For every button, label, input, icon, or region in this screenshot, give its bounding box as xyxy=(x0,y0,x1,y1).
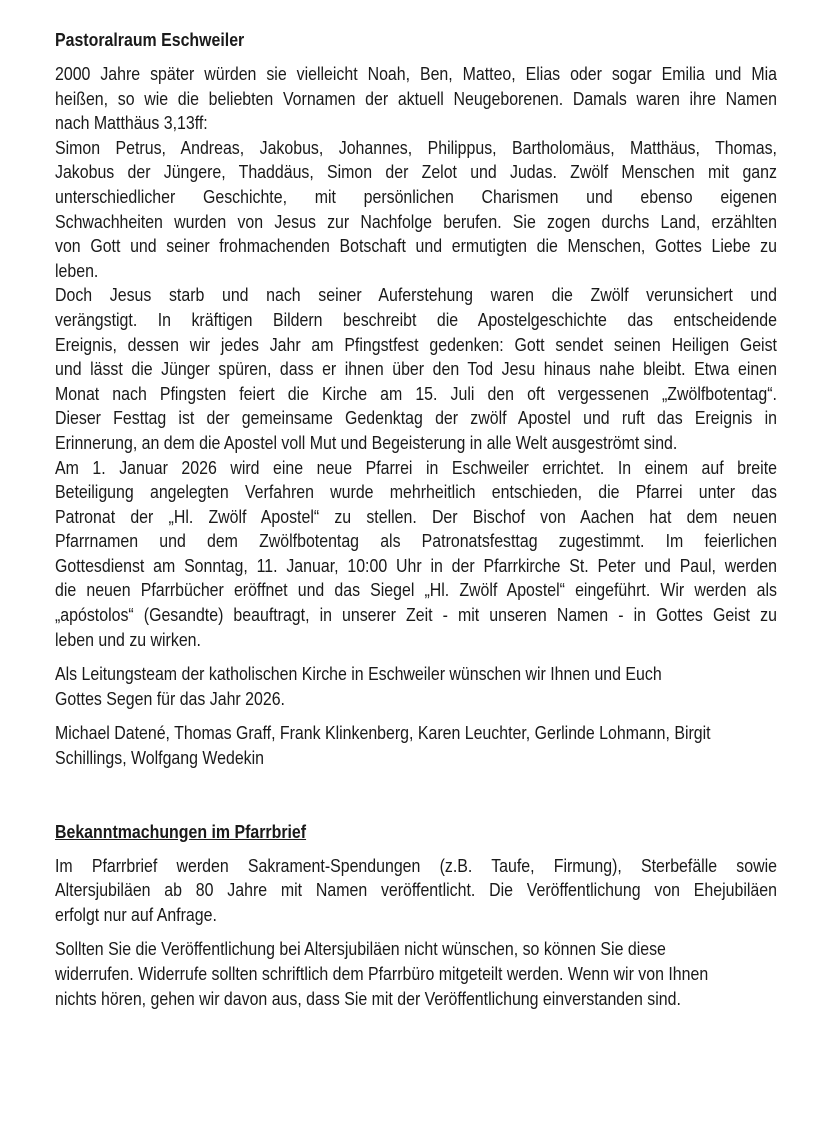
text-line xyxy=(55,628,777,653)
text-line xyxy=(55,185,777,210)
section-title-pastoralraum: Pastoralraum Eschweiler xyxy=(55,29,245,50)
text-line-content: von Gott und seiner frohmachenden Botschaft und ermutigten die Menschen, Gottes Liebe zu xyxy=(55,235,777,257)
text-line xyxy=(55,283,777,308)
text-line xyxy=(55,554,777,579)
text-line-content: Beteiligung angelegten Verfahren wurde mehrheitlich entschieden, die Pfarrei unter das xyxy=(55,481,777,503)
text-line xyxy=(55,854,777,879)
text-line-content: Doch Jesus starb und nach seiner Auferstehung waren die Zwölf verunsichert und xyxy=(55,284,777,306)
text-line-content: Schillings, Wolfgang Wedekin xyxy=(55,747,265,769)
article-body xyxy=(55,62,777,652)
text-line xyxy=(55,308,777,333)
text-line xyxy=(55,210,777,235)
text-line xyxy=(55,903,777,928)
text-line-content: erfolgt nur auf Anfrage. xyxy=(55,903,217,925)
text-line-content: Dieser Festtag ist der gemeinsame Gedenktag der zwölf Apostel und ruft das Ereignis in xyxy=(55,407,777,429)
text-line xyxy=(55,687,777,712)
text-line-content: Sollten Sie die Veröffentlichung bei Altersjubiläen nicht wünschen, so können Sie diese xyxy=(55,938,666,960)
text-line-content: nach Matthäus 3,13ff: xyxy=(55,112,208,134)
text-line-content: Jakobus der Jüngere, Thaddäus, Simon der Zelot und Judas. Zwölf Menschen mit ganz xyxy=(55,161,777,183)
text-line-content: Monat nach Pfingsten feiert die Kirche am 15. Juli den oft vergessenen „Zwölfbotentag“. xyxy=(55,382,777,404)
text-line xyxy=(55,234,777,259)
text-line-content: widerrufen. Widerrufe sollten schriftlich dem Pfarrbüro mitgeteilt werden. Wenn wir von Ihnen xyxy=(55,963,709,984)
signature-paragraph xyxy=(55,721,777,770)
text-line xyxy=(55,721,777,746)
text-line-content: Als Leitungsteam der katholischen Kirche in Eschweiler wünschen wir Ihnen und Euch xyxy=(55,663,662,685)
text-line xyxy=(55,406,777,431)
text-line xyxy=(55,746,777,771)
text-line xyxy=(55,111,777,136)
text-line xyxy=(55,529,777,554)
text-line-content: leben. xyxy=(55,259,99,281)
greeting-paragraph xyxy=(55,662,777,711)
text-line-content: Pfarrnamen und dem Zwölfbotentag als Patronatsfesttag zugestimmt. Im feierlichen xyxy=(55,530,777,552)
text-line xyxy=(55,136,777,161)
text-line-content: nichts hören, gehen wir davon aus, dass Sie mit der Veröffentlichung einverstanden sind. xyxy=(55,987,681,1009)
text-line-content: Schwachheiten wurden von Jesus zur Nachfolge berufen. Sie zogen durchs Land, erzählten xyxy=(55,210,777,232)
text-line xyxy=(55,505,777,530)
text-line xyxy=(55,259,777,284)
text-line xyxy=(55,87,777,112)
text-line xyxy=(55,333,777,358)
text-line-content: Michael Datené, Thomas Graff, Frank Klinkenberg, Karen Leuchter, Gerlinde Lohmann, Birgit xyxy=(55,722,711,744)
text-line-content: Erinnerung, an dem die Apostel voll Mut und Begeisterung in alle Welt ausgeströmt sind. xyxy=(55,431,678,453)
text-line-content: unterschiedlicher Geschichte, mit persönlichen Charismen und ebenso eigenen xyxy=(55,185,777,207)
text-line-content: 2000 Jahre später würden sie vielleicht Noah, Ben, Matteo, Elias oder sogar Emilia und Mia xyxy=(55,63,777,84)
text-line xyxy=(55,382,777,407)
text-line-content: „apóstolos“ (Gesandte) beauftragt, in unserer Zeit - mit unseren Namen - in Gottes Geist zu xyxy=(55,604,777,626)
section-title-bekanntmachungen: Bekanntmachungen im Pfarrbrief xyxy=(55,820,307,842)
text-line xyxy=(55,878,777,903)
text-line xyxy=(55,578,777,603)
text-line xyxy=(55,431,777,456)
text-line xyxy=(55,160,777,185)
text-line xyxy=(55,456,777,481)
text-line xyxy=(55,480,777,505)
text-line xyxy=(55,987,777,1012)
text-line-content: die neuen Pfarrbücher eröffnet und das Siegel „Hl. Zwölf Apostel“ eingeführt. Wir werden als xyxy=(55,579,777,601)
text-line-content: leben und zu wirken. xyxy=(55,628,201,650)
document-page xyxy=(55,28,777,1011)
text-line xyxy=(55,937,777,962)
text-line-content: und lässt die Jünger spüren, dass er ihnen über den Tod Jesu hinaus nahe bleibt. Etwa einen xyxy=(55,358,777,380)
text-line xyxy=(55,962,777,987)
text-line-content: heißen, so wie die beliebten Vornamen der aktuell Neugeborenen. Damals waren ihre Namen xyxy=(55,87,777,109)
text-line xyxy=(55,62,777,87)
text-line xyxy=(55,603,777,628)
text-line-content: Patronat der „Hl. Zwölf Apostel“ zu stellen. Der Bischof von Aachen hat dem neuen xyxy=(55,505,777,527)
announcement-paragraph-2 xyxy=(55,937,777,1011)
text-line xyxy=(55,357,777,382)
text-line-content: Am 1. Januar 2026 wird eine neue Pfarrei in Eschweiler errichtet. In einem auf breite xyxy=(55,456,777,478)
text-line-content: Gottesdienst am Sonntag, 11. Januar, 10:00 Uhr in der Pfarrkirche St. Peter und Paul, werden xyxy=(55,554,777,576)
text-line-content: Simon Petrus, Andreas, Jakobus, Johannes, Philippus, Bartholomäus, Matthäus, Thomas, xyxy=(55,136,777,158)
text-line-content: Im Pfarrbrief werden Sakrament-Spendungen (z.B. Taufe, Firmung), Sterbefälle sowie xyxy=(55,854,777,876)
text-line-content: verängstigt. In kräftigen Bildern beschreibt die Apostelgeschichte das entscheidende xyxy=(55,308,777,330)
text-line-content: Gottes Segen für das Jahr 2026. xyxy=(55,687,285,709)
announcement-paragraph-1 xyxy=(55,854,777,928)
text-line-content: Ereignis, dessen wir jedes Jahr am Pfingstfest gedenken: Gott sendet seinen Heiligen Geist xyxy=(55,333,777,355)
text-line-content: Altersjubiläen ab 80 Jahre mit Namen veröffentlicht. Die Veröffentlichung von Ehejubiläen xyxy=(55,879,777,901)
text-line xyxy=(55,662,777,687)
